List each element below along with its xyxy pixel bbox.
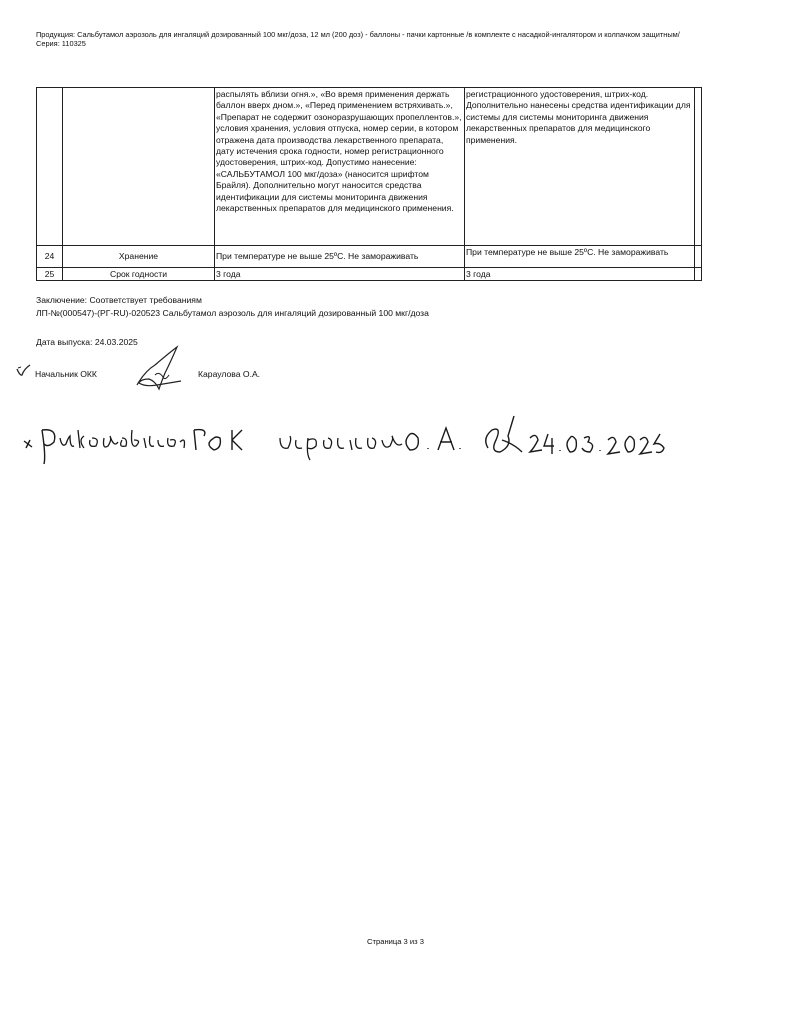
row-result: регистрационного удостоверения, штрих-код. Дополнительно нанесены средства идентификации для системы для системы мониторинга движения лекарственных препаратов для медицинского применения. — [465, 88, 695, 246]
row-extra-cell — [695, 88, 702, 246]
handwritten-note — [18, 408, 668, 468]
row-result: 3 года — [465, 268, 695, 281]
table-row — [37, 268, 702, 281]
table-row — [37, 246, 702, 268]
registration-number: ЛП-№(000547)-(РГ-RU)-020523 Сальбутамол аэрозоль для ингаляций дозированный 100 мкг/доза — [36, 307, 429, 318]
row-extra-cell — [695, 246, 702, 268]
signer-role: Начальник ОКК — [35, 369, 97, 379]
signer-name: Караулова О.А. — [198, 369, 261, 379]
row-parameter — [63, 88, 215, 246]
specification-table — [36, 87, 702, 281]
row-extra-cell — [695, 268, 702, 281]
signature-row — [15, 361, 315, 391]
row-parameter: Срок годности — [63, 268, 215, 281]
issue-date: Дата выпуска: 24.03.2025 — [36, 337, 138, 347]
row-number: 24 — [37, 246, 63, 268]
row-parameter: Хранение — [63, 246, 215, 268]
document-header: Продукция: Сальбутамол аэрозоль для ингаляций дозированный 100 мкг/доза, 12 мл (200 доз) - баллоны - пачки картонные /в комплекте с насадкой-ингалятором и колпачком защитным/Серия: 110325 — [36, 30, 680, 49]
checkmark-icon — [15, 363, 33, 379]
row-requirement: При температуре не выше 25ºС. Не замораживать — [215, 246, 465, 268]
page-number: Страница 3 из 3 — [367, 937, 424, 946]
row-number — [37, 88, 63, 246]
row-requirement: распылять вблизи огня.», «Во время применения держать баллон вверх дном.», «Перед применением встряхивать.», «Препарат не содержит озоноразрушающих пропеллентов.», условия хранения, условия отпуска, номер серии, в котором отражена дата производства лекарственного препарата, дату истечения срока годности, номер регистрационного удостоверения, штрих-код. Допустимо нанесение: «САЛЬБУТАМОЛ 100 мкг/доза» (наносится шрифтом Брайля). Дополнительно могут наносится средства идентификации для системы мониторинга движения лекарственных препаратов для медицинского применения. — [215, 88, 465, 246]
table-row — [37, 88, 702, 246]
row-result: При температуре не выше 25ºС. Не замораживать — [465, 246, 695, 268]
signature-image — [125, 345, 195, 393]
row-number: 25 — [37, 268, 63, 281]
conclusion-block — [36, 294, 429, 319]
row-requirement: 3 года — [215, 268, 465, 281]
conclusion-text: Заключение: Соответствует требованиям — [36, 295, 202, 305]
